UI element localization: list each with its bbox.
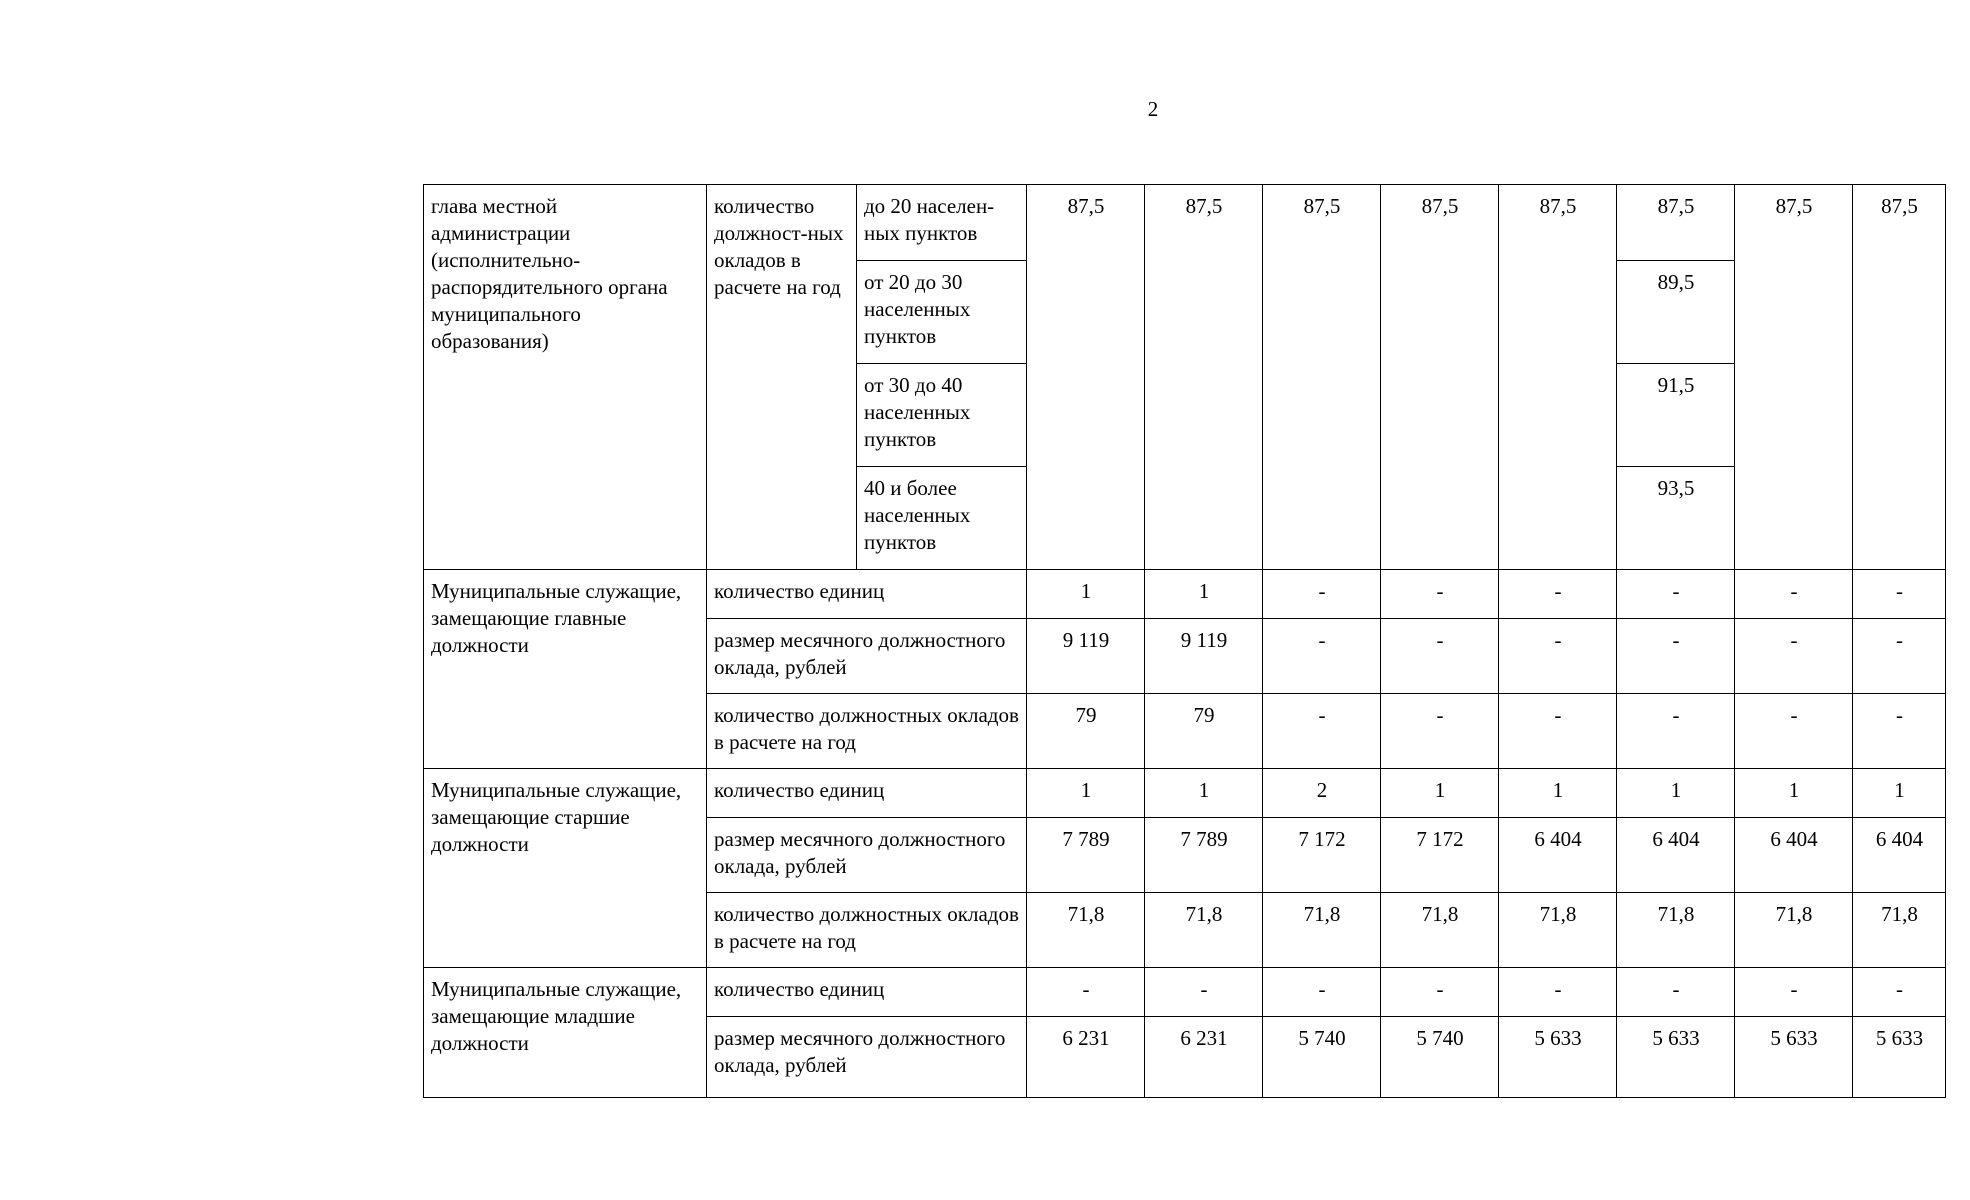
value-cell: 6 231 [1145, 1017, 1263, 1098]
tier-value-cell: 87,5 [1617, 185, 1735, 261]
value-cell: 1 [1853, 769, 1946, 818]
measure-label: размер месячного должностного оклада, рублей [707, 818, 1027, 893]
measure-label: размер месячного должностного оклада, рублей [707, 619, 1027, 694]
value-cell: 1 [1617, 769, 1735, 818]
row-group-label: Муниципальные служащие, замещающие старшие должности [424, 769, 707, 968]
salary-table [423, 184, 1946, 1098]
value-cell: 6 404 [1617, 818, 1735, 893]
value-cell: - [1735, 694, 1853, 769]
measure-label: размер месячного должностного оклада, рублей [707, 1017, 1027, 1098]
table-row [424, 968, 1946, 1017]
value-cell: 87,5 [1499, 185, 1617, 570]
value-cell: 7 789 [1145, 818, 1263, 893]
value-cell: - [1735, 968, 1853, 1017]
value-cell: 1 [1735, 769, 1853, 818]
value-cell: 2 [1263, 769, 1381, 818]
value-cell: 7 172 [1381, 818, 1499, 893]
value-cell: - [1617, 570, 1735, 619]
measure-label: количество единиц [707, 968, 1027, 1017]
value-cell: 5 740 [1263, 1017, 1381, 1098]
measure-label: количество единиц [707, 570, 1027, 619]
value-cell: - [1853, 968, 1946, 1017]
tier-value-cell: 89,5 [1617, 261, 1735, 364]
tier-label: от 30 до 40 населенных пунктов [857, 364, 1027, 467]
tier-label: 40 и более населенных пунктов [857, 467, 1027, 570]
value-cell: 71,8 [1735, 893, 1853, 968]
tier-value-cell: 93,5 [1617, 467, 1735, 570]
value-cell: - [1263, 694, 1381, 769]
value-cell: 6 404 [1735, 818, 1853, 893]
value-cell: - [1263, 968, 1381, 1017]
value-cell: 71,8 [1617, 893, 1735, 968]
value-cell: - [1853, 619, 1946, 694]
value-cell: - [1381, 968, 1499, 1017]
value-cell: 5 633 [1853, 1017, 1946, 1098]
value-cell: - [1853, 694, 1946, 769]
measure-label: количество должност-ных окладов в расчете на год [707, 185, 857, 570]
value-cell: 6 404 [1499, 818, 1617, 893]
value-cell: 71,8 [1027, 893, 1145, 968]
value-cell: - [1617, 694, 1735, 769]
value-cell: - [1735, 619, 1853, 694]
value-cell: 9 119 [1027, 619, 1145, 694]
row-group-label: Муниципальные служащие, замещающие главные должности [424, 570, 707, 769]
value-cell: - [1617, 968, 1735, 1017]
table-row [424, 769, 1946, 818]
value-cell: 7 172 [1263, 818, 1381, 893]
value-cell: 1 [1499, 769, 1617, 818]
value-cell: - [1381, 570, 1499, 619]
page-number: 2 [1147, 97, 1159, 121]
table-row [424, 185, 1946, 261]
value-cell: 6 231 [1027, 1017, 1145, 1098]
value-cell: 1 [1027, 570, 1145, 619]
value-cell: 5 633 [1617, 1017, 1735, 1098]
value-cell: - [1617, 619, 1735, 694]
value-cell: - [1853, 570, 1946, 619]
measure-label: количество должностных окладов в расчете на год [707, 694, 1027, 769]
value-cell: 5 740 [1381, 1017, 1499, 1098]
value-cell: 87,5 [1145, 185, 1263, 570]
tier-value-cell: 91,5 [1617, 364, 1735, 467]
value-cell: - [1735, 570, 1853, 619]
tier-label: до 20 населен-ных пунктов [857, 185, 1027, 261]
value-cell: - [1263, 619, 1381, 694]
value-cell: 1 [1145, 570, 1263, 619]
value-cell: - [1499, 570, 1617, 619]
value-cell: 79 [1027, 694, 1145, 769]
value-cell: - [1381, 694, 1499, 769]
value-cell: 71,8 [1853, 893, 1946, 968]
value-cell: 71,8 [1145, 893, 1263, 968]
value-cell: 5 633 [1735, 1017, 1853, 1098]
value-cell: - [1027, 968, 1145, 1017]
measure-label: количество должностных окладов в расчете на год [707, 893, 1027, 968]
value-cell: - [1499, 619, 1617, 694]
row-group-label: Муниципальные служащие, замещающие младшие должности [424, 968, 707, 1098]
value-cell: - [1263, 570, 1381, 619]
value-cell: 79 [1145, 694, 1263, 769]
measure-label: количество единиц [707, 769, 1027, 818]
value-cell: 87,5 [1027, 185, 1145, 570]
row-group-label: глава местной администрации (исполнительно-распорядительного органа муниципального образования) [424, 185, 707, 570]
value-cell: 1 [1381, 769, 1499, 818]
value-cell: - [1145, 968, 1263, 1017]
value-cell: - [1499, 694, 1617, 769]
value-cell: 1 [1145, 769, 1263, 818]
value-cell: 71,8 [1263, 893, 1381, 968]
value-cell: 7 789 [1027, 818, 1145, 893]
value-cell: 5 633 [1499, 1017, 1617, 1098]
value-cell: 6 404 [1853, 818, 1946, 893]
tier-label: от 20 до 30 населенных пунктов [857, 261, 1027, 364]
value-cell: 87,5 [1381, 185, 1499, 570]
value-cell: 87,5 [1853, 185, 1946, 570]
value-cell: 71,8 [1381, 893, 1499, 968]
value-cell: 87,5 [1263, 185, 1381, 570]
value-cell: - [1499, 968, 1617, 1017]
value-cell: 71,8 [1499, 893, 1617, 968]
value-cell: 87,5 [1735, 185, 1853, 570]
value-cell: 9 119 [1145, 619, 1263, 694]
value-cell: - [1381, 619, 1499, 694]
value-cell: 1 [1027, 769, 1145, 818]
table-row [424, 570, 1946, 619]
